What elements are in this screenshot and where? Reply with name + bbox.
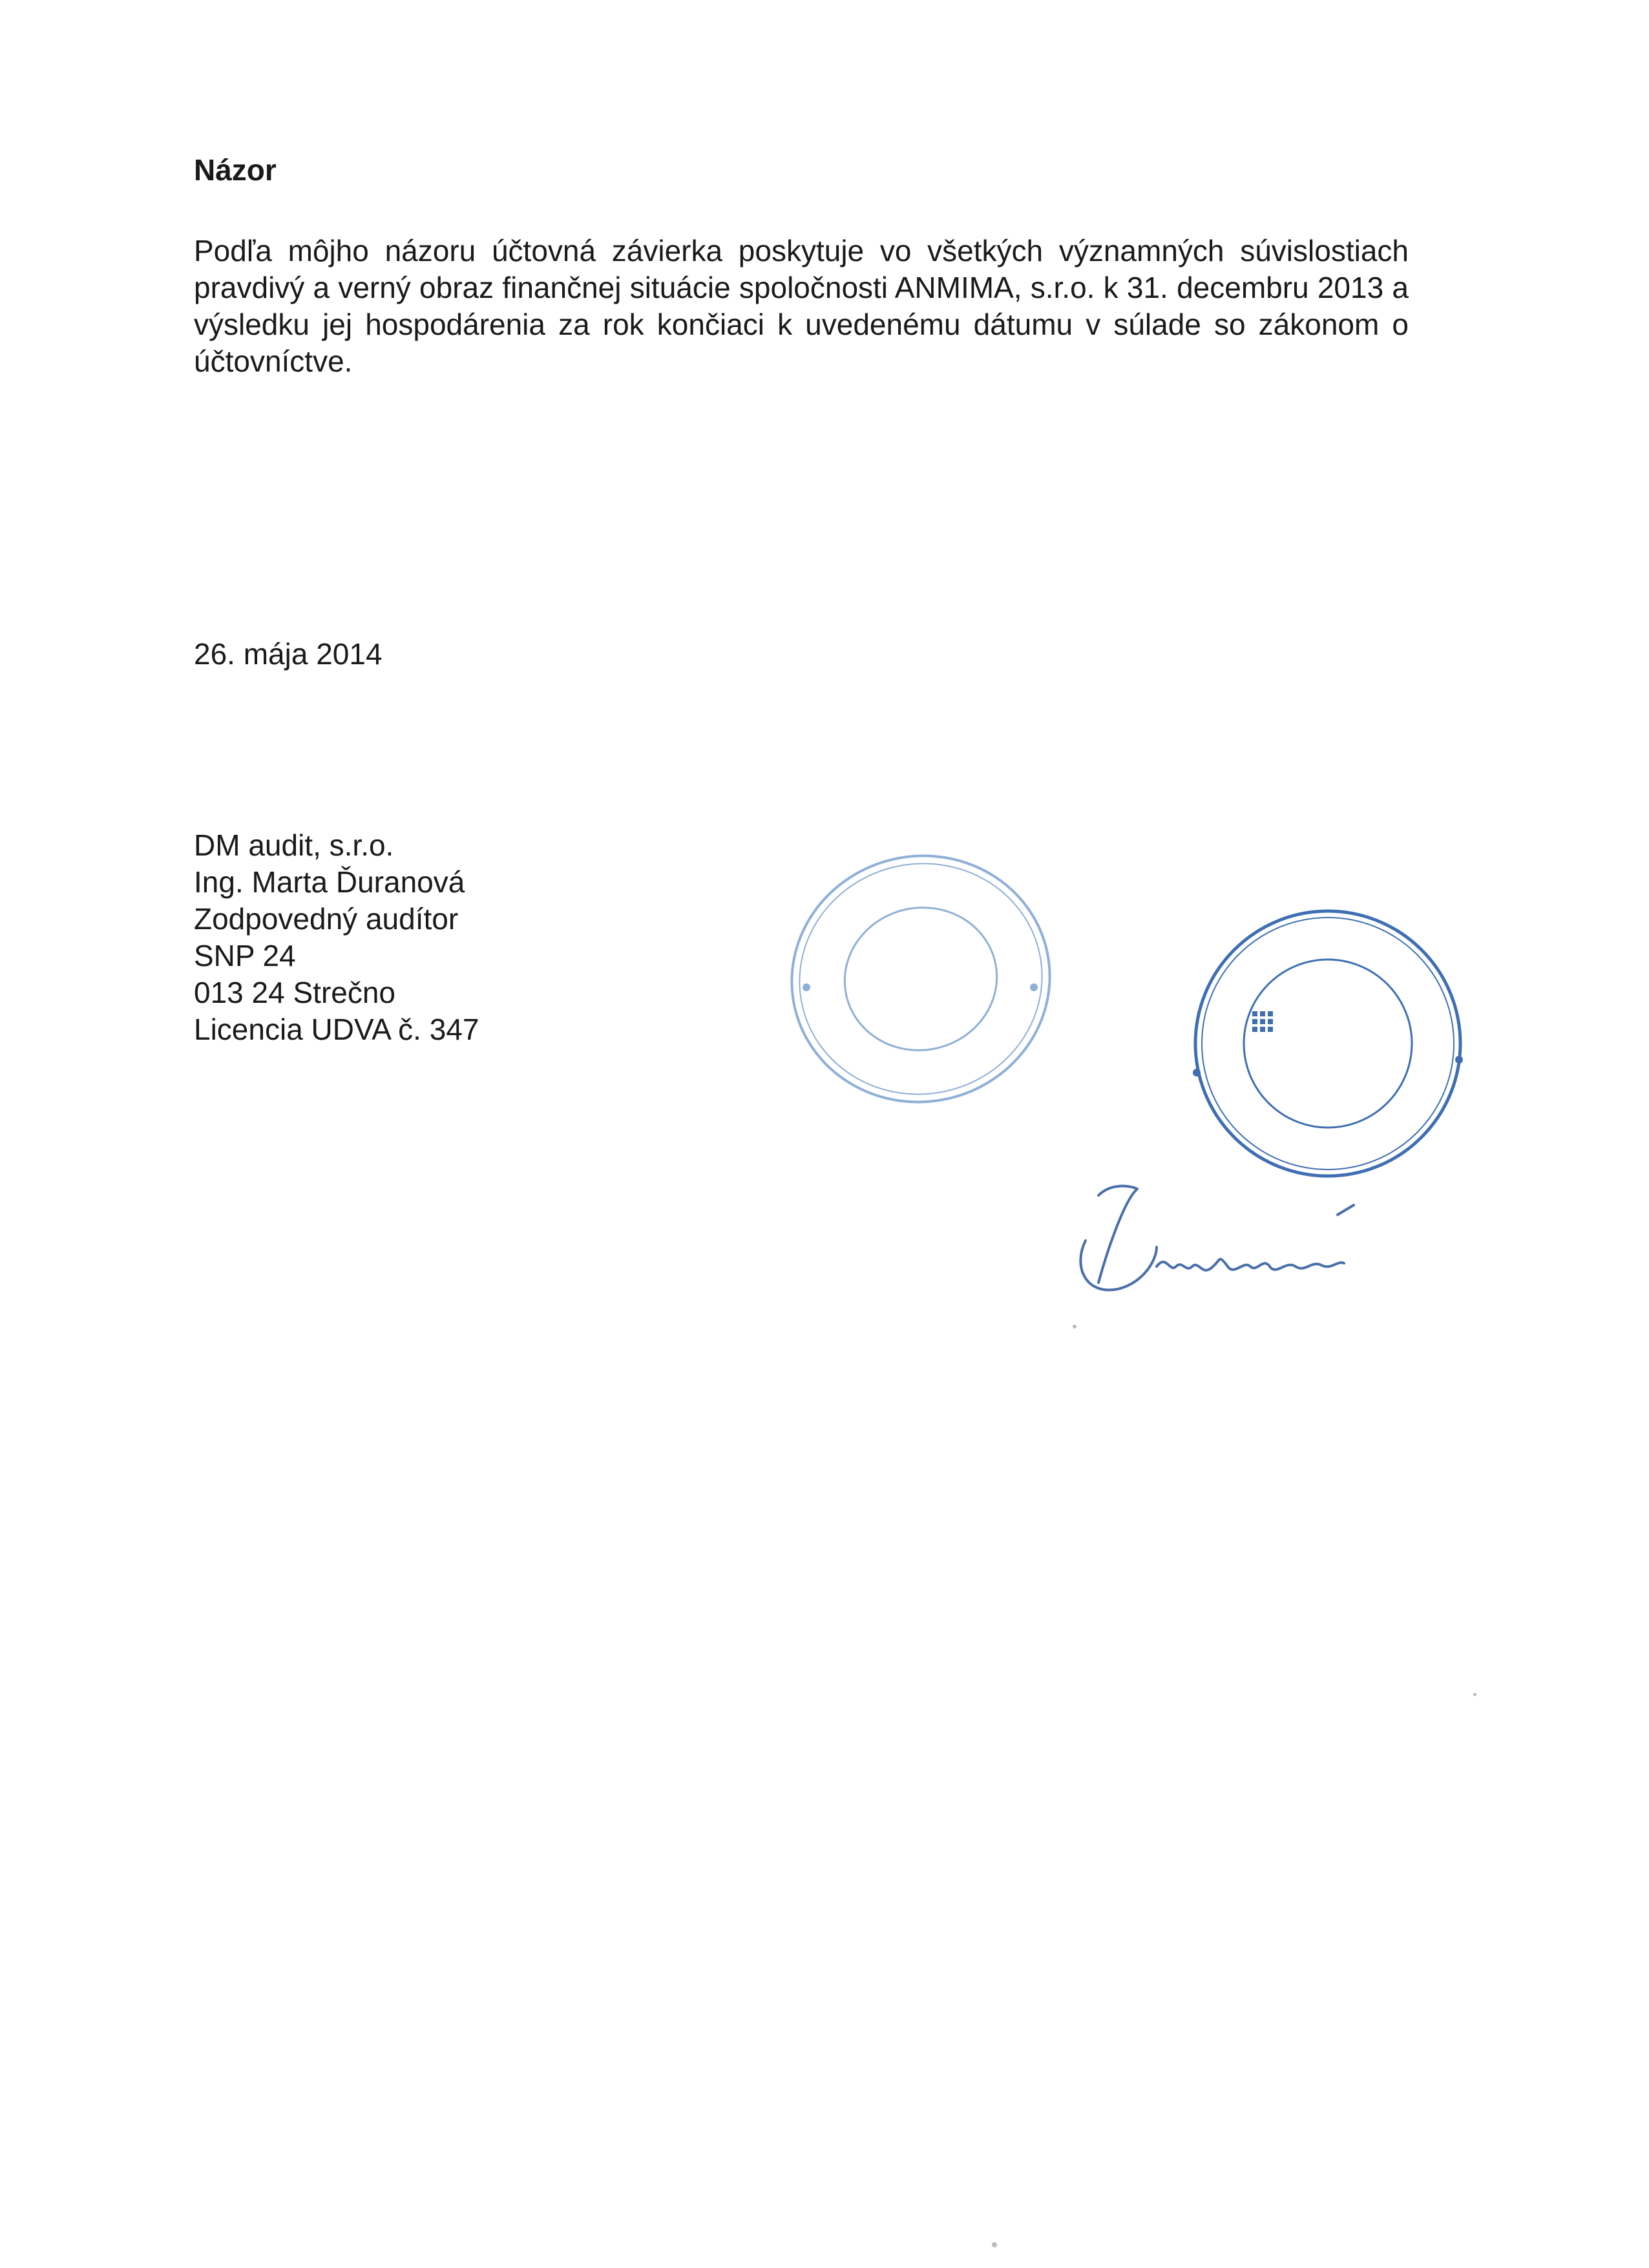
address-license: Licencia UDVA č. 347 bbox=[194, 1013, 479, 1046]
udva-dot-right bbox=[1455, 1056, 1463, 1064]
address-company: DM audit, s.r.o. bbox=[194, 828, 394, 862]
skau-stamp-seal bbox=[775, 834, 1066, 1124]
address-city: 013 24 Strečno bbox=[194, 976, 396, 1009]
scan-speck bbox=[992, 2242, 997, 2247]
udva-stamp bbox=[1182, 898, 1473, 1189]
scan-speck bbox=[1073, 1325, 1077, 1328]
skau-dot-left bbox=[803, 983, 810, 991]
udva-dot-left bbox=[1193, 1069, 1201, 1076]
auditor-signature bbox=[1060, 1170, 1383, 1312]
skau-dot-right bbox=[1030, 983, 1038, 991]
auditor-address-block bbox=[194, 827, 479, 1048]
scan-speck bbox=[1473, 1693, 1476, 1696]
address-auditor-name: Ing. Marta Ďuranová bbox=[194, 865, 465, 899]
opinion-paragraph: Podľa môjho názoru účtovná závierka poskytuje vo všetkých významných súvislostiach pravdivý a verný obraz finančnej situácie spoločnosti ANMIMA, s.r.o. k 31. decembru 2013 a výsledku jej hospodárenia za rok končiaci k uvedenému dátumu v súlade so zákonom o účtovníctve. bbox=[194, 234, 1409, 378]
report-date: 26. mája 2014 bbox=[194, 637, 383, 671]
udva-logo-icon bbox=[1252, 1011, 1273, 1032]
address-role: Zodpovedný audítor bbox=[194, 902, 459, 936]
skau-stamp bbox=[775, 834, 1066, 1124]
udva-stamp-seal bbox=[1182, 898, 1473, 1189]
section-heading: Názor bbox=[194, 153, 277, 187]
address-street: SNP 24 bbox=[194, 939, 296, 972]
